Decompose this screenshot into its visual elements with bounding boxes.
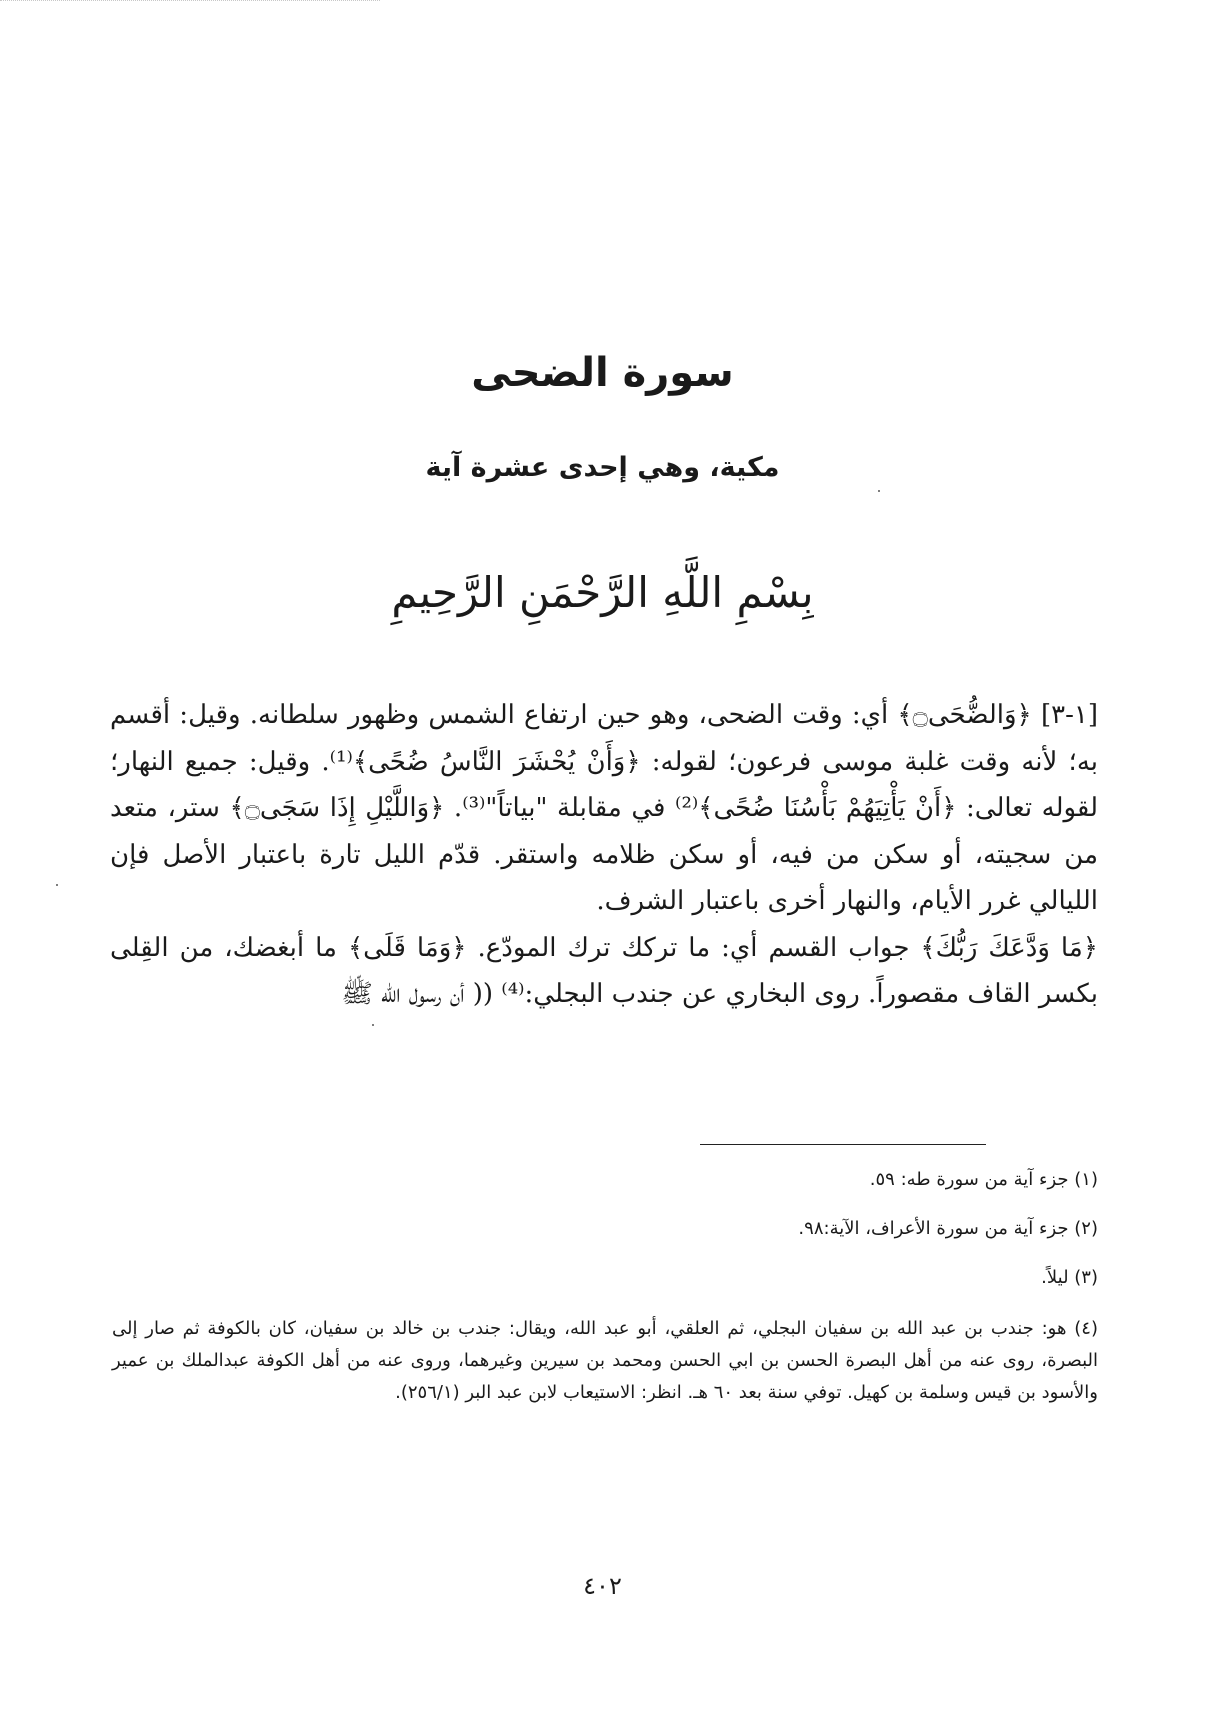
page-number: ٤٠٢	[583, 1572, 622, 1600]
basmala: بِسْمِ اللَّهِ الرَّحْمَنِ الرَّحِيمِ	[391, 568, 814, 617]
footnote-4: (٤) هو: جندب بن عبد الله بن سفيان البجلي، ثم العلقي، أبو عبد الله، ويقال: جندب بن خالد بن سفيان، كان بالكوفة ثم صار إلى البصرة، روى عنه من أهل البصرة الحسن بن ابي الحسن ومحمد بن سيرين وغيرهما، وروى عنه من أهل الكوفة عبدالملك بن عمير والأسود بن قيس وسلمة بن كهيل. توفي سنة بعد ٦٠ هـ. انظر: الاستيعاب لابن عبد البر (٢٥٦/١).	[112, 1318, 1098, 1403]
commentary-paragraph: [١-٣] ﴿وَالضُّحَى۝﴾ أي: وقت الضحى، وهو حين ارتفاع الشمس وظهور سلطانه. وقيل: أقسم به؛ لأنه وقت غلبة موسى فرعون؛ لقوله: ﴿وَأَنْ يُحْشَرَ النَّاسُ ضُحًى﴾⁽¹⁾. وقيل: جميع النهار؛ لقوله تعالى: ﴿أَنْ يَأْتِيَهُمْ بَأْسُنَا ضُحًى﴾⁽²⁾ في مقابلة "بياتاً"⁽³⁾. ﴿وَاللَّيْلِ إِذَا سَجَى۝﴾ ستر، متعد من سجيته، أو سكن من فيه، أو سكن ظلامه واستقر. قدّم الليل تارة باعتبار الأصل فإن الليالي غرر الأيام، والنهار أخرى باعتبار الشرف.	[110, 700, 1099, 916]
scan-speck	[878, 490, 880, 492]
surah-title: سورة الضحى	[471, 350, 734, 396]
footnote-divider	[700, 1144, 986, 1145]
footnotes	[112, 1166, 1098, 1431]
surah-subtitle: مكية، وهي إحدى عشرة آية	[425, 452, 780, 483]
commentary-paragraph: ﴿مَا وَدَّعَكَ رَبُّكَ﴾ جواب القسم أي: ما تركك ترك المودّع. ﴿وَمَا قَلَى﴾ ما أبغضك، من القِلى بكسر القاف مقصوراً. روى البخاري عن جندب البجلي:⁽⁴⁾ (( أن رسول الله ﷺ	[110, 932, 1098, 1009]
scan-edge-dots	[0, 0, 380, 3]
scan-speck	[372, 1024, 374, 1026]
commentary-body	[110, 692, 1098, 1018]
footnote-1: (١) جزء آية من سورة طه: ٥٩.	[869, 1169, 1098, 1190]
footnote-3: (٣) ليلاً.	[1041, 1267, 1098, 1288]
footnote-2: (٢) جزء آية من سورة الأعراف، الآية:٩٨.	[798, 1218, 1098, 1239]
scan-speck	[56, 884, 58, 886]
